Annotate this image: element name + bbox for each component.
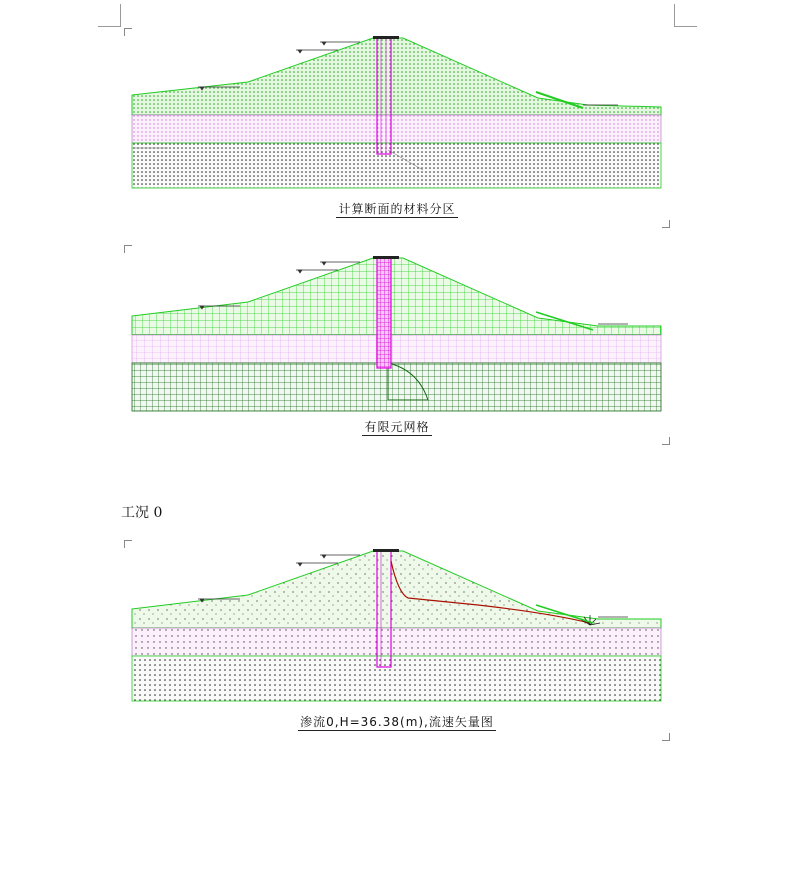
figure-seepage-vectors	[128, 543, 668, 708]
mesh-clay-layer	[132, 335, 661, 363]
figure-finite-element-mesh	[128, 250, 668, 415]
dam-body-zone	[132, 38, 661, 115]
page-corner-mark-top-right	[674, 4, 697, 27]
figure-3-corner-bottom-right	[662, 733, 670, 741]
mesh-dam-body	[132, 258, 661, 335]
section-heading: 工况 0	[121, 505, 163, 521]
seepage-foundation	[132, 656, 661, 701]
figure-1-caption: 计算断面的材料分区	[338, 202, 456, 216]
clay-layer-zone	[132, 115, 661, 143]
mesh-cutoff-wall	[377, 258, 391, 368]
figure-material-zones	[128, 30, 668, 195]
seepage-dam-body	[132, 551, 661, 628]
figure-3-caption: 渗流0,H=36.38(m),流速矢量图	[300, 715, 494, 729]
figure-2-caption: 有限元网格	[364, 420, 430, 434]
page-corner-mark-top-left	[98, 4, 121, 27]
mesh-foundation	[132, 363, 661, 411]
figure-1-corner-bottom-right	[662, 220, 670, 228]
bedrock-zone	[132, 143, 661, 188]
figure-2-corner-bottom-right	[662, 437, 670, 445]
seepage-clay-layer	[132, 628, 661, 656]
